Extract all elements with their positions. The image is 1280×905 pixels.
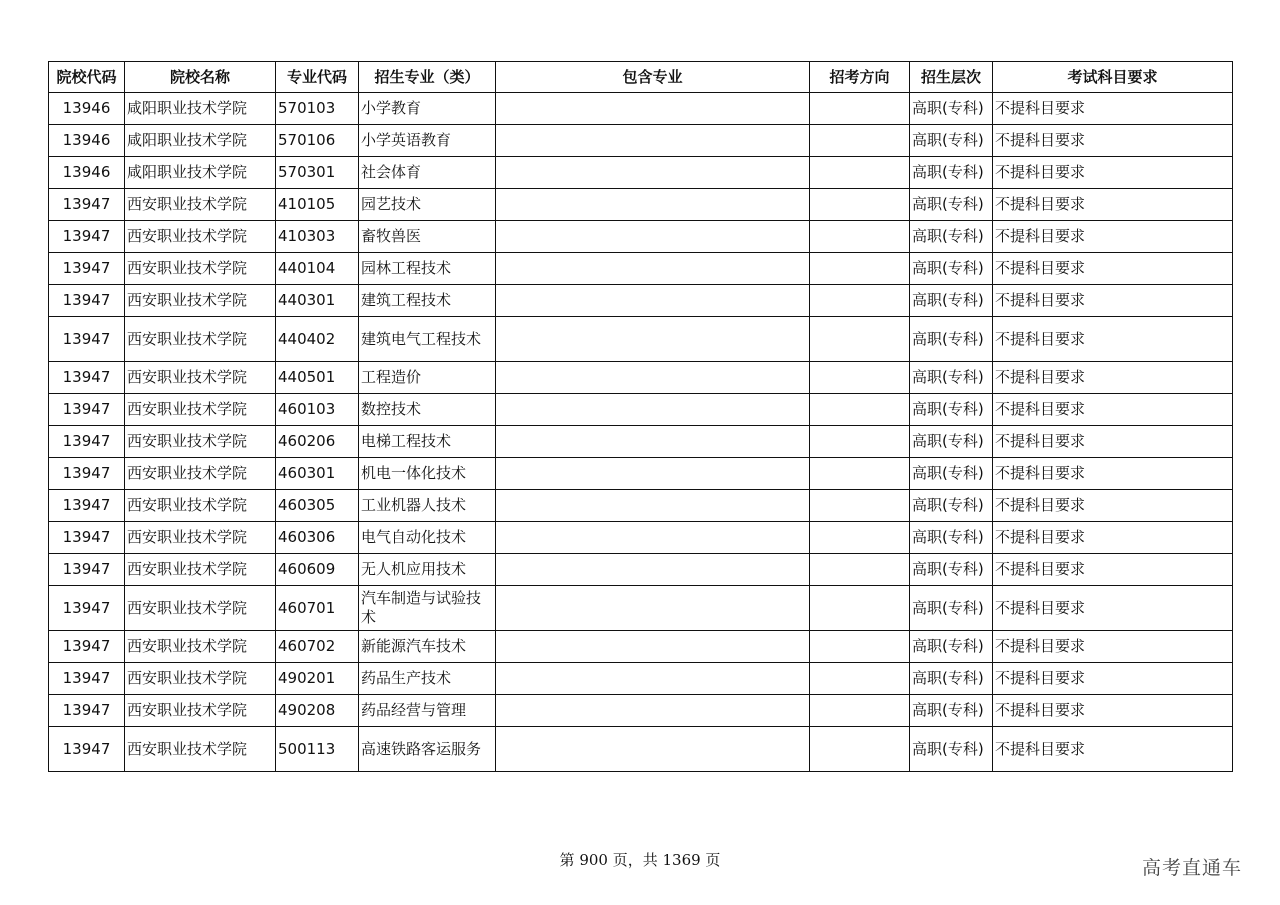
cell-school-name: 咸阳职业技术学院	[125, 157, 276, 189]
cell-major: 机电一体化技术	[359, 458, 496, 490]
cell-subject-requirement: 不提科目要求	[993, 631, 1233, 663]
cell-direction	[810, 253, 910, 285]
cell-school-code: 13946	[49, 93, 125, 125]
cell-major: 工业机器人技术	[359, 490, 496, 522]
cell-level: 高职(专科)	[910, 362, 993, 394]
cell-school-code: 13947	[49, 522, 125, 554]
table-row	[49, 221, 1233, 253]
cell-major: 园艺技术	[359, 189, 496, 221]
cell-major: 电梯工程技术	[359, 426, 496, 458]
cell-major: 新能源汽车技术	[359, 631, 496, 663]
cell-school-code: 13947	[49, 394, 125, 426]
table-row	[49, 663, 1233, 695]
cell-subject-requirement: 不提科目要求	[993, 522, 1233, 554]
cell-level: 高职(专科)	[910, 458, 993, 490]
cell-included-majors	[496, 522, 810, 554]
cell-level: 高职(专科)	[910, 285, 993, 317]
table-row	[49, 157, 1233, 189]
cell-school-name: 西安职业技术学院	[125, 394, 276, 426]
cell-major-code: 440501	[276, 362, 359, 394]
header-major: 招生专业（类）	[359, 62, 496, 93]
cell-major: 社会体育	[359, 157, 496, 189]
cell-included-majors	[496, 125, 810, 157]
cell-level: 高职(专科)	[910, 253, 993, 285]
cell-subject-requirement: 不提科目要求	[993, 221, 1233, 253]
cell-level: 高职(专科)	[910, 221, 993, 253]
cell-direction	[810, 663, 910, 695]
cell-school-name: 咸阳职业技术学院	[125, 125, 276, 157]
cell-level: 高职(专科)	[910, 554, 993, 586]
cell-school-name: 西安职业技术学院	[125, 253, 276, 285]
cell-major-code: 460609	[276, 554, 359, 586]
table-row	[49, 522, 1233, 554]
cell-included-majors	[496, 253, 810, 285]
header-school-code: 院校代码	[49, 62, 125, 93]
cell-school-name: 咸阳职业技术学院	[125, 93, 276, 125]
cell-level: 高职(专科)	[910, 631, 993, 663]
cell-direction	[810, 394, 910, 426]
cell-major-code: 460306	[276, 522, 359, 554]
cell-major-code: 460103	[276, 394, 359, 426]
cell-subject-requirement: 不提科目要求	[993, 586, 1233, 631]
cell-major: 电气自动化技术	[359, 522, 496, 554]
cell-major-code: 460206	[276, 426, 359, 458]
cell-level: 高职(专科)	[910, 317, 993, 362]
cell-direction	[810, 317, 910, 362]
cell-major-code: 570301	[276, 157, 359, 189]
cell-level: 高职(专科)	[910, 695, 993, 727]
cell-major-code: 440104	[276, 253, 359, 285]
cell-level: 高职(专科)	[910, 125, 993, 157]
cell-subject-requirement: 不提科目要求	[993, 285, 1233, 317]
cell-level: 高职(专科)	[910, 522, 993, 554]
cell-school-code: 13947	[49, 490, 125, 522]
cell-major: 药品经营与管理	[359, 695, 496, 727]
table-row	[49, 490, 1233, 522]
table-row	[49, 727, 1233, 772]
cell-included-majors	[496, 631, 810, 663]
table-row	[49, 362, 1233, 394]
cell-subject-requirement: 不提科目要求	[993, 93, 1233, 125]
cell-direction	[810, 125, 910, 157]
header-included-majors: 包含专业	[496, 62, 810, 93]
cell-included-majors	[496, 93, 810, 125]
cell-direction	[810, 157, 910, 189]
cell-subject-requirement: 不提科目要求	[993, 189, 1233, 221]
cell-subject-requirement: 不提科目要求	[993, 458, 1233, 490]
cell-school-name: 西安职业技术学院	[125, 317, 276, 362]
cell-included-majors	[496, 554, 810, 586]
cell-level: 高职(专科)	[910, 93, 993, 125]
cell-included-majors	[496, 586, 810, 631]
cell-major-code: 460701	[276, 586, 359, 631]
cell-major: 无人机应用技术	[359, 554, 496, 586]
cell-included-majors	[496, 426, 810, 458]
page-number: 第 900 页，共 1369 页	[559, 851, 721, 869]
cell-included-majors	[496, 362, 810, 394]
header-subject-requirement: 考试科目要求	[993, 62, 1233, 93]
cell-direction	[810, 221, 910, 253]
cell-school-code: 13947	[49, 586, 125, 631]
cell-school-code: 13946	[49, 125, 125, 157]
cell-major-code: 570103	[276, 93, 359, 125]
cell-subject-requirement: 不提科目要求	[993, 663, 1233, 695]
cell-school-code: 13947	[49, 695, 125, 727]
header-major-code: 专业代码	[276, 62, 359, 93]
cell-subject-requirement: 不提科目要求	[993, 426, 1233, 458]
cell-level: 高职(专科)	[910, 426, 993, 458]
cell-direction	[810, 586, 910, 631]
table-row	[49, 394, 1233, 426]
cell-major: 药品生产技术	[359, 663, 496, 695]
table-row	[49, 285, 1233, 317]
admission-table	[48, 61, 1233, 772]
cell-level: 高职(专科)	[910, 189, 993, 221]
table-row	[49, 125, 1233, 157]
header-level: 招生层次	[910, 62, 993, 93]
header-school-name: 院校名称	[125, 62, 276, 93]
cell-major: 园林工程技术	[359, 253, 496, 285]
cell-major-code: 410303	[276, 221, 359, 253]
cell-level: 高职(专科)	[910, 157, 993, 189]
cell-school-name: 西安职业技术学院	[125, 490, 276, 522]
cell-direction	[810, 490, 910, 522]
table-row	[49, 554, 1233, 586]
cell-school-name: 西安职业技术学院	[125, 221, 276, 253]
cell-included-majors	[496, 394, 810, 426]
cell-major: 工程造价	[359, 362, 496, 394]
table-row	[49, 695, 1233, 727]
cell-level: 高职(专科)	[910, 727, 993, 772]
table-row	[49, 586, 1233, 631]
cell-major: 畜牧兽医	[359, 221, 496, 253]
cell-level: 高职(专科)	[910, 394, 993, 426]
cell-subject-requirement: 不提科目要求	[993, 394, 1233, 426]
cell-major-code: 460702	[276, 631, 359, 663]
cell-direction	[810, 426, 910, 458]
cell-school-code: 13947	[49, 727, 125, 772]
table-row	[49, 631, 1233, 663]
cell-major-code: 460305	[276, 490, 359, 522]
cell-major-code: 490208	[276, 695, 359, 727]
cell-school-code: 13947	[49, 663, 125, 695]
header-direction: 招考方向	[810, 62, 910, 93]
cell-included-majors	[496, 490, 810, 522]
cell-included-majors	[496, 695, 810, 727]
cell-school-name: 西安职业技术学院	[125, 189, 276, 221]
cell-school-name: 西安职业技术学院	[125, 663, 276, 695]
cell-direction	[810, 554, 910, 586]
table-row	[49, 93, 1233, 125]
cell-school-code: 13947	[49, 285, 125, 317]
cell-school-name: 西安职业技术学院	[125, 554, 276, 586]
watermark-logo: 高考直通车	[1142, 857, 1243, 879]
cell-major-code: 570106	[276, 125, 359, 157]
cell-direction	[810, 189, 910, 221]
header-row	[49, 62, 1233, 93]
cell-level: 高职(专科)	[910, 490, 993, 522]
cell-subject-requirement: 不提科目要求	[993, 727, 1233, 772]
cell-direction	[810, 362, 910, 394]
cell-major-code: 440301	[276, 285, 359, 317]
cell-major-code: 490201	[276, 663, 359, 695]
cell-included-majors	[496, 458, 810, 490]
cell-subject-requirement: 不提科目要求	[993, 125, 1233, 157]
cell-school-code: 13947	[49, 458, 125, 490]
table-row	[49, 189, 1233, 221]
cell-school-code: 13947	[49, 631, 125, 663]
cell-subject-requirement: 不提科目要求	[993, 157, 1233, 189]
table-row	[49, 253, 1233, 285]
cell-major: 高速铁路客运服务	[359, 727, 496, 772]
cell-level: 高职(专科)	[910, 663, 993, 695]
cell-included-majors	[496, 221, 810, 253]
cell-major: 小学英语教育	[359, 125, 496, 157]
cell-subject-requirement: 不提科目要求	[993, 490, 1233, 522]
cell-school-name: 西安职业技术学院	[125, 586, 276, 631]
cell-school-name: 西安职业技术学院	[125, 458, 276, 490]
cell-included-majors	[496, 285, 810, 317]
cell-school-code: 13947	[49, 362, 125, 394]
table-row	[49, 458, 1233, 490]
cell-school-code: 13946	[49, 157, 125, 189]
cell-included-majors	[496, 727, 810, 772]
cell-major-code: 410105	[276, 189, 359, 221]
cell-direction	[810, 522, 910, 554]
cell-direction	[810, 695, 910, 727]
cell-school-code: 13947	[49, 221, 125, 253]
cell-school-name: 西安职业技术学院	[125, 522, 276, 554]
cell-school-name: 西安职业技术学院	[125, 631, 276, 663]
cell-subject-requirement: 不提科目要求	[993, 317, 1233, 362]
cell-direction	[810, 93, 910, 125]
cell-direction	[810, 727, 910, 772]
cell-major: 汽车制造与试验技术	[359, 586, 496, 631]
table-body	[49, 93, 1233, 772]
table-row	[49, 317, 1233, 362]
cell-school-code: 13947	[49, 253, 125, 285]
cell-school-name: 西安职业技术学院	[125, 695, 276, 727]
cell-included-majors	[496, 663, 810, 695]
cell-major: 数控技术	[359, 394, 496, 426]
cell-subject-requirement: 不提科目要求	[993, 253, 1233, 285]
cell-direction	[810, 631, 910, 663]
cell-major: 建筑电气工程技术	[359, 317, 496, 362]
cell-school-name: 西安职业技术学院	[125, 362, 276, 394]
cell-major-code: 460301	[276, 458, 359, 490]
cell-included-majors	[496, 189, 810, 221]
cell-subject-requirement: 不提科目要求	[993, 695, 1233, 727]
cell-major-code: 500113	[276, 727, 359, 772]
cell-school-code: 13947	[49, 426, 125, 458]
table-row	[49, 426, 1233, 458]
cell-included-majors	[496, 317, 810, 362]
cell-included-majors	[496, 157, 810, 189]
cell-direction	[810, 285, 910, 317]
cell-school-code: 13947	[49, 317, 125, 362]
cell-school-name: 西安职业技术学院	[125, 285, 276, 317]
cell-subject-requirement: 不提科目要求	[993, 554, 1233, 586]
cell-major: 建筑工程技术	[359, 285, 496, 317]
cell-school-name: 西安职业技术学院	[125, 426, 276, 458]
cell-school-code: 13947	[49, 189, 125, 221]
cell-school-code: 13947	[49, 554, 125, 586]
cell-direction	[810, 458, 910, 490]
cell-subject-requirement: 不提科目要求	[993, 362, 1233, 394]
cell-major-code: 440402	[276, 317, 359, 362]
cell-major: 小学教育	[359, 93, 496, 125]
cell-school-name: 西安职业技术学院	[125, 727, 276, 772]
cell-level: 高职(专科)	[910, 586, 993, 631]
